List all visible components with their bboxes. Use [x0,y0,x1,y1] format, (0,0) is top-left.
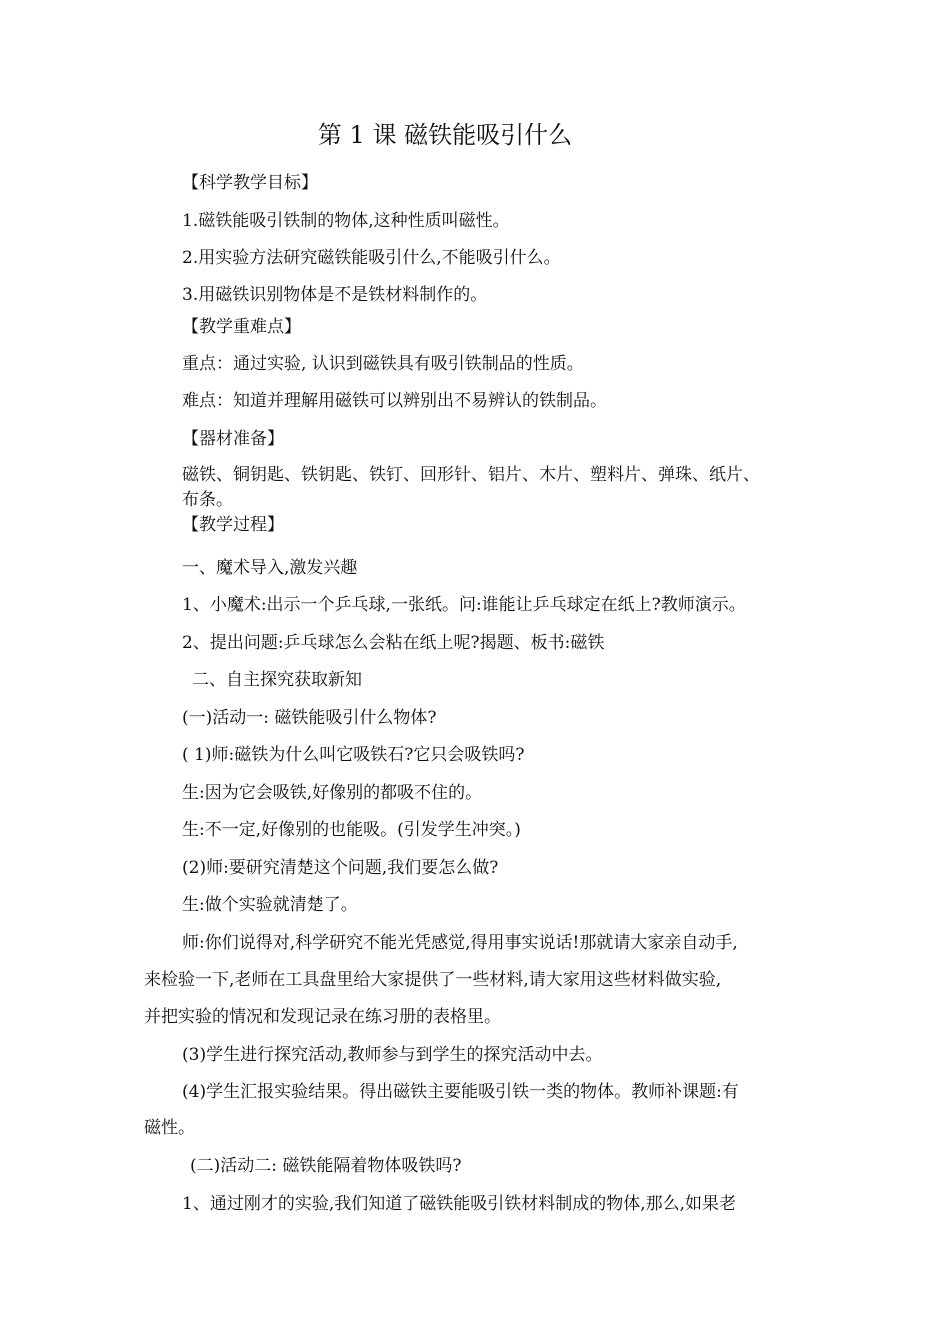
paragraph: ( 1)师:磁铁为什么叫它吸铁石?它只会吸铁吗? [182,745,525,765]
objective-item: 1.磁铁能吸引铁制的物体,这种性质叫磁性。 [182,211,510,231]
paragraph: 磁性。 [144,1118,195,1138]
section-heading-materials: 【器材准备】 [182,429,284,449]
paragraph: 生:不一定,好像别的也能吸。(引发学生冲突。) [182,820,521,840]
paragraph: 生:做个实验就清楚了。 [182,895,358,915]
paragraph: 1、通过刚才的实验,我们知道了磁铁能吸引铁材料制成的物体,那么,如果老 [182,1194,737,1214]
activity-heading: (二)活动二: 磁铁能隔着物体吸铁吗? [190,1156,462,1176]
materials-text: 布条。 [182,490,233,510]
page-title: 第 1 课 磁铁能吸引什么 [317,121,573,149]
step-heading: 一、魔术导入,激发兴趣 [182,558,358,578]
step-heading: 二、自主探究获取新知 [192,670,362,690]
paragraph: 并把实验的情况和发现记录在练习册的表格里。 [144,1007,501,1027]
objective-item: 3.用磁铁识别物体是不是铁材料制作的。 [182,285,488,305]
activity-heading: (一)活动一: 磁铁能吸引什么物体? [182,708,437,728]
paragraph: 来检验一下,老师在工具盘里给大家提供了一些材料,请大家用这些材料做实验, [144,970,722,990]
paragraph: (3)学生进行探究活动,教师参与到学生的探究活动中去。 [182,1045,603,1065]
paragraph: (2)师:要研究清楚这个问题,我们要怎么做? [182,858,499,878]
paragraph: 2、提出问题:乒乓球怎么会粘在纸上呢?揭题、板书:磁铁 [182,633,605,653]
objective-item: 2.用实验方法研究磁铁能吸引什么,不能吸引什么。 [182,248,561,268]
key-point-text: 重点：通过实验, 认识到磁铁具有吸引铁制品的性质。 [182,354,584,374]
difficulty-text: 难点：知道并理解用磁铁可以辨别出不易辨认的铁制品。 [182,391,607,411]
section-heading-key-points: 【教学重难点】 [182,317,301,337]
paragraph: (4)学生汇报实验结果。得出磁铁主要能吸引铁一类的物体。教师补课题:有 [182,1082,739,1102]
paragraph: 师:你们说得对,科学研究不能光凭感觉,得用事实说话!那就请大家亲自动手, [182,933,738,953]
materials-text: 磁铁、铜钥匙、铁钥匙、铁钉、回形针、铝片、木片、塑料片、弹珠、纸片、 [182,465,760,485]
section-heading-objectives: 【科学教学目标】 [182,173,318,193]
section-heading-process: 【教学过程】 [182,515,284,535]
paragraph: 1、小魔术:出示一个乒乓球,一张纸。问:谁能让乒乓球定在纸上?教师演示。 [182,595,746,615]
paragraph: 生:因为它会吸铁,好像别的都吸不住的。 [182,783,483,803]
